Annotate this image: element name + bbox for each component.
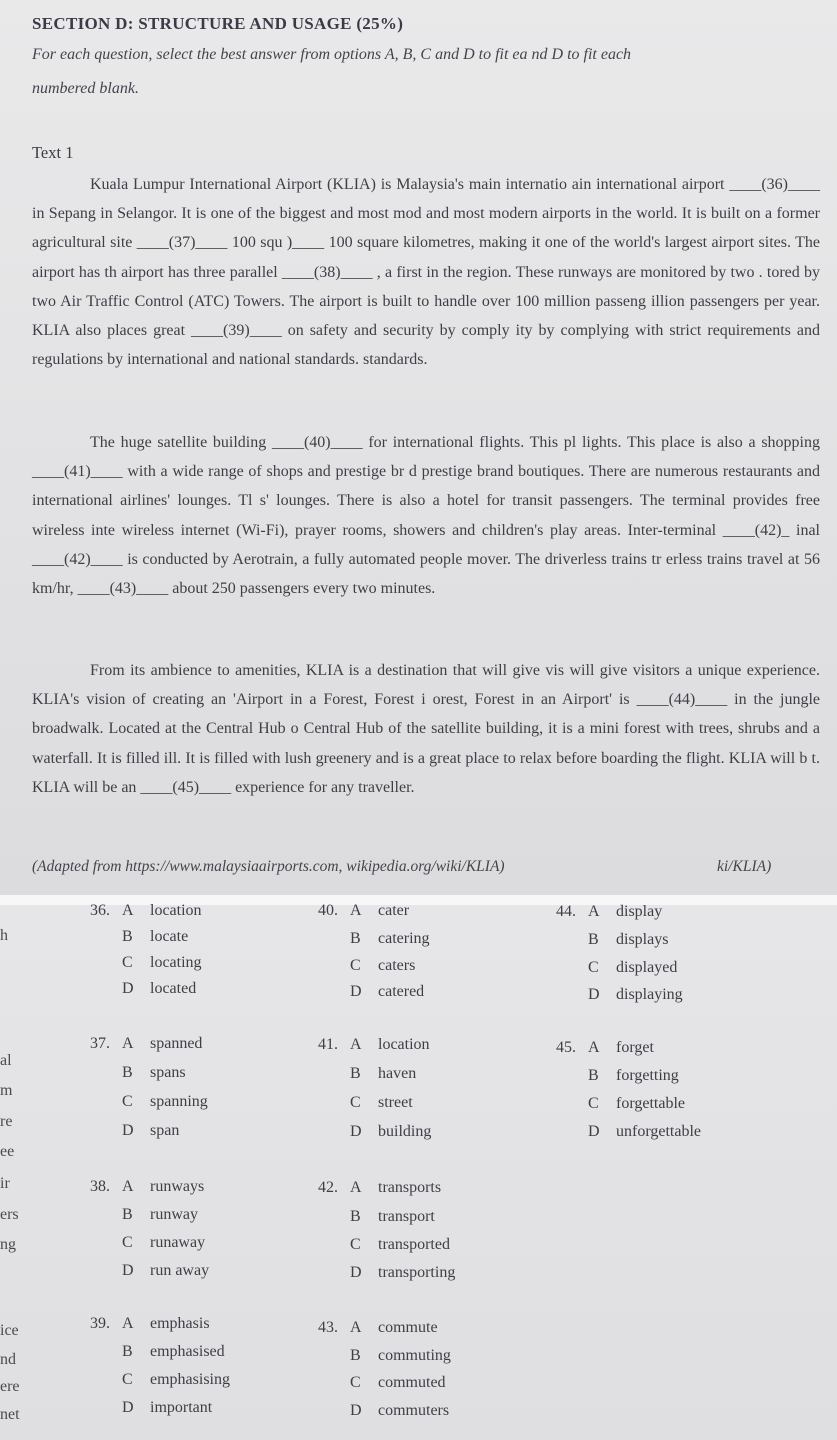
option-45-b[interactable]: B forgetting <box>588 1067 679 1084</box>
option-37-c[interactable]: C spanning <box>122 1093 208 1110</box>
option-45-d[interactable]: D unforgettable <box>588 1123 702 1140</box>
option-41-d[interactable]: D building <box>350 1123 432 1140</box>
option-42-a[interactable]: A transports <box>350 1179 442 1196</box>
option-39-a[interactable]: A emphasis <box>122 1315 210 1332</box>
option-44-c[interactable]: C displayed <box>588 959 678 976</box>
option-40-c[interactable]: C caters <box>350 957 416 974</box>
option-36-a[interactable]: A location <box>122 902 202 919</box>
option-42-c[interactable]: C transported <box>350 1236 450 1253</box>
option-43-c[interactable]: C commuted <box>350 1374 446 1391</box>
cut-fragment: ng <box>0 1236 16 1253</box>
option-41-b[interactable]: B haven <box>350 1065 417 1082</box>
source-citation: (Adapted from https://www.malaysiaairports.com, wikipedia.org/wiki/KLIA) <box>32 858 505 875</box>
option-36-d[interactable]: D located <box>122 980 197 997</box>
option-37-a[interactable]: A spanned <box>122 1035 203 1052</box>
question-number: 41. <box>318 1036 338 1053</box>
option-38-d[interactable]: D run away <box>122 1262 210 1279</box>
paragraph-3: From its ambience to amenities, KLIA is a destination that will give vis will give visitors a unique experience. KLIA's vision of creating an 'Airport in a Forest, Forest i orest, Forest in an Airport' is ____(44)____ in the jungle broadwalk. Located at the Central Hub o Central Hub of the satellite building, it is a mini forest with trees, shrubs and a waterfall. It is filled ill. It is filled with lush greenery and is a great place to relax before boarding the flight. KLIA will b t. KLIA will be an ____(45)____ experience for any traveller. <box>32 662 820 796</box>
question-number: 43. <box>318 1319 338 1336</box>
option-38-b[interactable]: B runway <box>122 1206 198 1223</box>
cut-fragment: ee <box>0 1143 15 1160</box>
option-43-a[interactable]: A commute <box>350 1319 438 1336</box>
option-39-c[interactable]: C emphasising <box>122 1371 230 1388</box>
section-title: SECTION D: STRUCTURE AND USAGE (25%) <box>32 14 404 33</box>
cut-fragment: m <box>0 1082 13 1099</box>
cut-fragment: ere <box>0 1378 20 1395</box>
option-37-d[interactable]: D span <box>122 1122 180 1139</box>
option-36-c[interactable]: C locating <box>122 954 202 971</box>
option-40-a[interactable]: A cater <box>350 902 410 919</box>
option-45-c[interactable]: C forgettable <box>588 1095 686 1112</box>
option-40-b[interactable]: B catering <box>350 930 430 947</box>
question-number: 36. <box>90 902 110 919</box>
cut-fragment: ice <box>0 1322 19 1339</box>
question-number: 40. <box>318 902 338 919</box>
option-44-d[interactable]: D displaying <box>588 986 683 1003</box>
instruction-line-2: numbered blank. <box>32 80 139 97</box>
question-number: 42. <box>318 1179 338 1196</box>
option-41-a[interactable]: A location <box>350 1036 430 1053</box>
option-44-b[interactable]: B displays <box>588 931 669 948</box>
option-37-b[interactable]: B spans <box>122 1064 186 1081</box>
option-45-a[interactable]: A forget <box>588 1039 654 1056</box>
question-number: 39. <box>90 1315 110 1332</box>
instruction-line-1: For each question, select the best answer from options A, B, C and D to fit ea nd D to fit each <box>32 46 632 63</box>
option-43-b[interactable]: B commuting <box>350 1347 451 1364</box>
cut-fragment: net <box>0 1406 20 1423</box>
option-38-a[interactable]: A runways <box>122 1178 205 1195</box>
cut-fragment: nd <box>0 1351 16 1368</box>
cut-fragment: re <box>0 1113 13 1130</box>
option-39-b[interactable]: B emphasised <box>122 1343 225 1360</box>
option-41-c[interactable]: C street <box>350 1094 413 1111</box>
option-42-b[interactable]: B transport <box>350 1208 435 1225</box>
option-40-d[interactable]: D catered <box>350 983 425 1000</box>
paragraph-2: The huge satellite building ____(40)____ for international flights. This pl lights. This place is also a shopping ____(41)____ with a wide range of shops and prestige br d prestige brand boutiques. There are numerous restaurants and international airlines' lounges. Tl s' lounges. There is also a hotel for transit passengers. The terminal provides free wireless inte wireless internet (Wi-Fi), prayer rooms, showers and children's play areas. Inter-terminal ____(42)_ inal ____(42)____ is conducted by Aerotrain, a fully automated people mover. The driverless trains tr erless trains travel at 56 km/hr, ____(43)____ about 250 passengers every two minutes. <box>32 434 820 598</box>
source-citation-duplicate: ki/KLIA) <box>717 858 772 875</box>
option-38-c[interactable]: C runaway <box>122 1234 206 1251</box>
option-36-b[interactable]: B locate <box>122 928 189 945</box>
option-42-d[interactable]: D transporting <box>350 1264 456 1281</box>
cut-fragment: h <box>0 927 8 944</box>
option-43-d[interactable]: D commuters <box>350 1402 450 1419</box>
question-number: 45. <box>556 1039 576 1056</box>
question-number: 38. <box>90 1178 110 1195</box>
question-number: 44. <box>556 903 576 920</box>
paragraph-1: Kuala Lumpur International Airport (KLIA) is Malaysia's main internatio ain international airport ____(36)____ in Sepang in Selangor. It is one of the biggest and most mod and most modern airports in the world. It is built on a former agricultural site ____(37)____ 100 squ )____ 100 square kilometres, making it one of the world's largest airport sites. The airport has th airport has three parallel ____(38)____ , a first in the region. These runways are monitored by two . tored by two Air Traffic Control (ATC) Towers. The airport is built to handle over 100 million passeng illion passengers per year. KLIA also places great ____(39)____ on safety and security by comply ity by complying with strict requirements and regulations by international and national standards. standards. <box>32 176 820 369</box>
text-label: Text 1 <box>32 143 74 162</box>
question-number: 37. <box>90 1035 110 1052</box>
cut-fragment: ir <box>0 1175 10 1192</box>
cut-fragment: al <box>0 1052 12 1069</box>
option-44-a[interactable]: A display <box>588 903 663 920</box>
cut-fragment: ers <box>0 1206 19 1223</box>
option-39-d[interactable]: D important <box>122 1399 213 1416</box>
